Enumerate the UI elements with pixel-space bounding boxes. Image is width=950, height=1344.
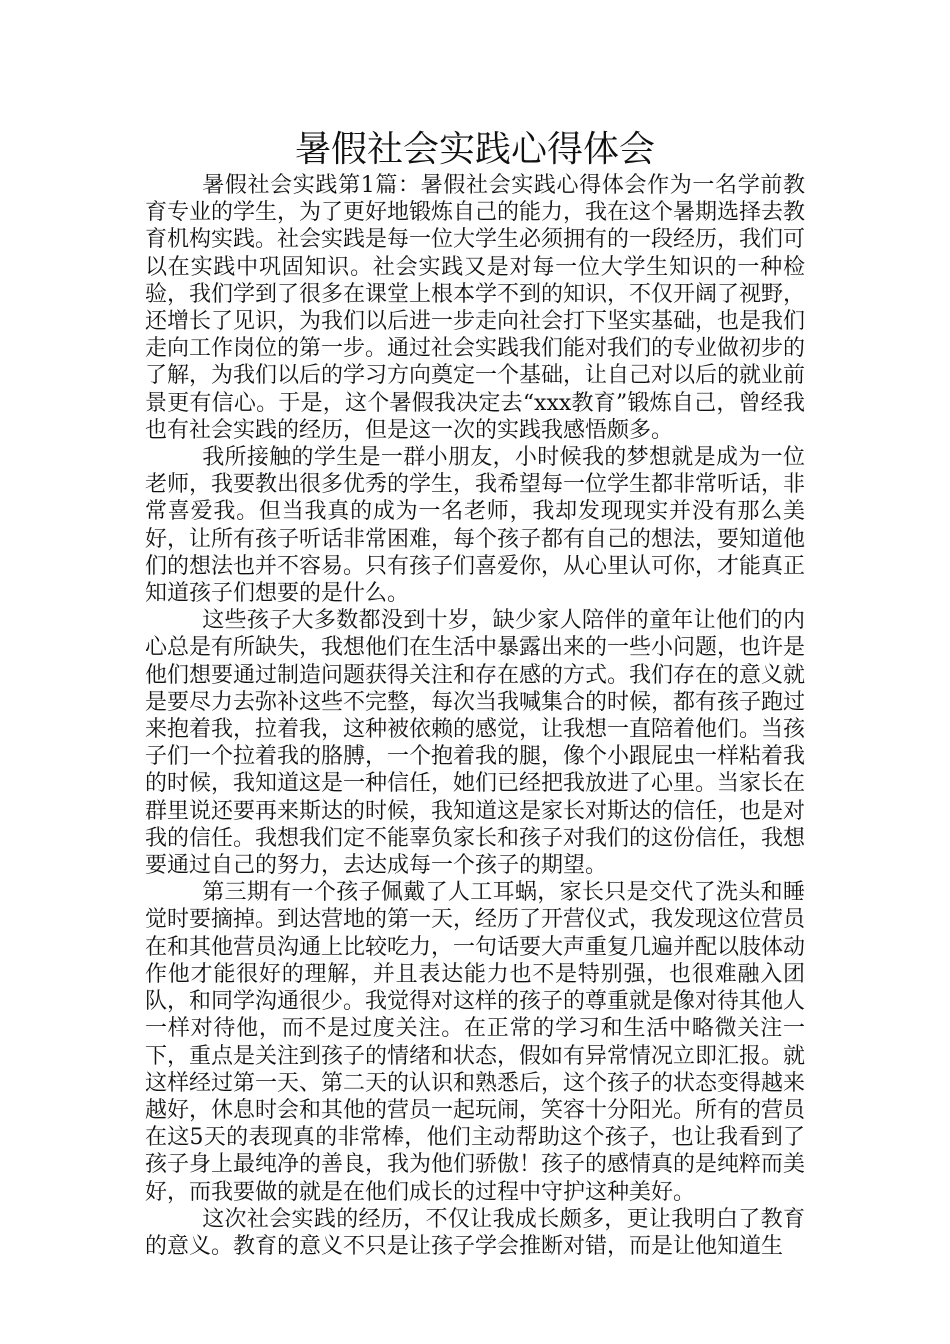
paragraph-5: 这次社会实践的经历，不仅让我成长颇多，更让我明白了教育的意义。教育的意义不只是让孩子学会推断对错，而是让他知道生 — [145, 1206, 805, 1259]
document-body — [145, 172, 805, 1260]
document-title: 暑假社会实践心得体会 — [294, 129, 655, 170]
paragraph-4: 第三期有一个孩子佩戴了人工耳蜗，家长只是交代了洗头和睡觉时要摘掉。到达营地的第一天，经历了开营仪式，我发现这位营员在和其他营员沟通上比较吃力，一句话要大声重复几遍并配以肢体动作他才能很好的理解，并且表达能力也不是特别强，也很难融入团队，和同学沟通很少。我觉得对这样的孩子的尊重就是像对待其他人一样对待他，而不是过度关注。在正常的学习和生活中略微关注一下，重点是关注到孩子的情绪和状态，假如有异常情况立即汇报。就这样经过第一天、第二天的认识和熟悉后，这个孩子的状态变得越来越好，休息时会和其他的营员一起玩闹，笑容十分阳光。所有的营员在这5天的表现真的非常棒，他们主动帮助这个孩子，也让我看到了孩子身上最纯净的善良，我为他们骄傲！孩子的感情真的是纯粹而美好，而我要做的就是在他们成长的过程中守护这种美好。 — [145, 880, 806, 1205]
paragraph-1: 暑假社会实践第1篇：暑假社会实践心得体会作为一名学前教育专业的学生，为了更好地锻炼自己的能力，我在这个暑期选择去教育机构实践。社会实践是每一位大学生必须拥有的一段经历，我们可以在实践中巩固知识。社会实践又是对每一位大学生知识的一种检验，我们学到了很多在课堂上根本学不到的知识，不仅开阔了视野，还增长了见识，为我们以后进一步走向社会打下坚实基础，也是我们走向工作岗位的第一步。通过社会实践我们能对我们的专业做初步的了解，为我们以后的学习方向奠定一个基础，让自己对以后的就业前景更有信心。于是，这个暑假我决定去“xxx教育”锻炼自己，曾经我也有社会实践的经历，但是这一次的实践我感悟颇多。 — [145, 173, 806, 443]
paragraph-3: 这些孩子大多数都没到十岁，缺少家人陪伴的童年让他们的内心总是有所缺失，我想他们在生活中暴露出来的一些小问题，也许是他们想要通过制造问题获得关注和存在感的方式。我们存在的意义就是要尽力去弥补这些不完整，每次当我喊集合的时候，都有孩子跑过来抱着我，拉着我，这种被依赖的感觉，让我想一直陪着他们。当孩子们一个拉着我的胳膊，一个抱着我的腿，像个小跟屁虫一样粘着我的时候，我知道这是一种信任，她们已经把我放进了心里。当家长在群里说还要再来斯达的时候，我知道这是家长对斯达的信任，也是对我的信任。我想我们定不能辜负家长和孩子对我们的这份信任，我想要通过自己的努力，去达成每一个孩子的期望。 — [145, 608, 806, 879]
paragraph-2: 我所接触的学生是一群小朋友，小时候我的梦想就是成为一位老师，我要教出很多优秀的学生，我希望每一位学生都非常听话，非常喜爱我。但当我真的成为一名老师，我却发现现实并没有那么美好，让所有孩子听话非常困难，每个孩子都有自己的想法，要知道他们的想法也并不容易。只有孩子们喜爱你，从心里认可你，才能真正知道孩子们想要的是什么。 — [145, 445, 806, 607]
